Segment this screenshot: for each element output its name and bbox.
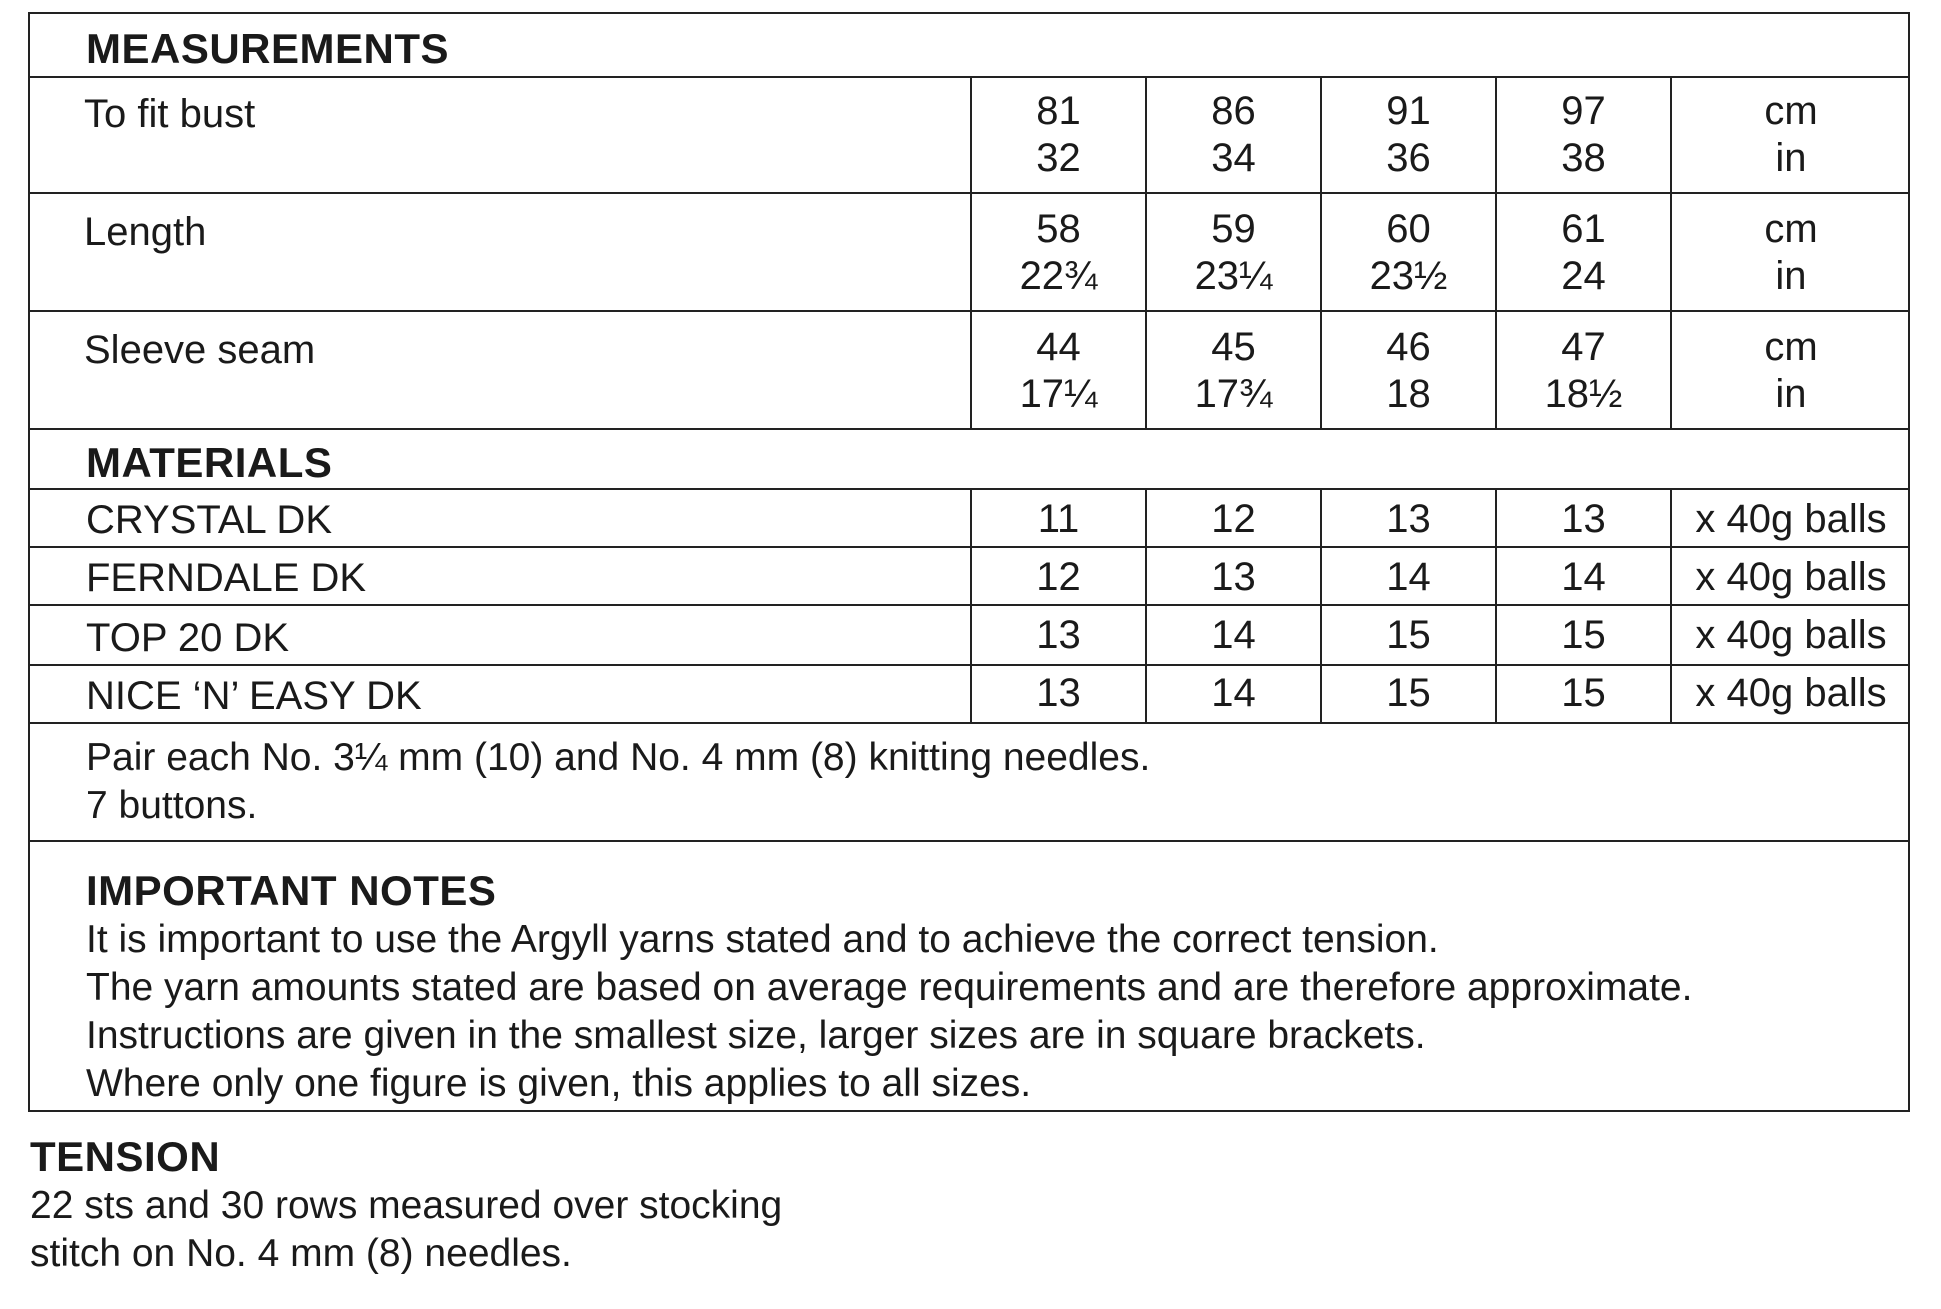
yarn-label: FERNDALE DK [86, 556, 367, 600]
row-label-bust: To fit bust [84, 92, 256, 136]
materials-heading: MATERIALS [86, 439, 333, 486]
measurements-heading: MEASUREMENTS [86, 25, 450, 72]
yarn-label: NICE ‘N’ EASY DK [86, 674, 422, 718]
unit-label: cm in [1764, 207, 1818, 298]
yarn-unit: x 40g balls [1695, 671, 1887, 715]
yarn-unit: x 40g balls [1695, 555, 1887, 599]
unit-label: cm in [1764, 325, 1818, 416]
yarn-label: TOP 20 DK [86, 616, 290, 660]
yarn-unit: x 40g balls [1695, 497, 1887, 541]
yarn-amount: 13 [1036, 613, 1081, 657]
size-value: 91 36 [1386, 89, 1431, 180]
row-label-sleeve-seam: Sleeve seam [84, 328, 316, 372]
important-notes-heading: IMPORTANT NOTES [86, 867, 497, 914]
divider [30, 840, 1910, 842]
yarn-amount: 15 [1561, 671, 1606, 715]
tension-heading: TENSION [30, 1133, 221, 1180]
yarn-amount: 14 [1211, 613, 1256, 657]
yarn-amount: 14 [1211, 671, 1256, 715]
yarn-amount: 13 [1036, 671, 1081, 715]
size-value: 60 23½ [1369, 207, 1448, 298]
yarn-amount: 15 [1386, 613, 1431, 657]
size-value: 81 32 [1036, 89, 1081, 180]
pattern-table [28, 12, 1910, 1112]
size-value: 44 17¼ [1019, 325, 1098, 416]
size-value: 47 18½ [1544, 325, 1623, 416]
yarn-amount: 12 [1211, 497, 1256, 541]
row-label-length: Length [84, 210, 207, 254]
unit-label: cm in [1764, 89, 1818, 180]
yarn-amount: 14 [1386, 555, 1431, 599]
yarn-amount: 13 [1561, 497, 1606, 541]
yarn-amount: 12 [1036, 555, 1081, 599]
yarn-amount: 11 [1037, 497, 1080, 541]
yarn-amount: 14 [1561, 555, 1606, 599]
size-value: 46 18 [1386, 325, 1431, 416]
yarn-label: CRYSTAL DK [86, 498, 332, 542]
size-value: 45 17¾ [1194, 325, 1273, 416]
needles-text: Pair each No. 3¼ mm (10) and No. 4 mm (8) knitting needles. 7 buttons. [86, 736, 1151, 827]
yarn-amount: 13 [1211, 555, 1256, 599]
yarn-amount: 15 [1386, 671, 1431, 715]
size-value: 61 24 [1561, 207, 1606, 298]
tension-text: 22 sts and 30 rows measured over stocking stitch on No. 4 mm (8) needles. [30, 1184, 783, 1275]
yarn-unit: x 40g balls [1695, 613, 1887, 657]
size-value: 86 34 [1211, 89, 1256, 180]
size-value: 97 38 [1561, 89, 1606, 180]
yarn-amount: 13 [1386, 497, 1431, 541]
size-value: 58 22¾ [1019, 207, 1098, 298]
yarn-amount: 15 [1561, 613, 1606, 657]
important-notes-text: It is important to use the Argyll yarns stated and to achieve the correct tension. The yarn amounts stated are based on average requirements and are therefore approximate. Instructions are given in the smallest size, larger sizes are in square brackets. Where only one figure is given, this applies to all sizes. [86, 918, 1693, 1105]
size-value: 59 23¼ [1194, 207, 1273, 298]
